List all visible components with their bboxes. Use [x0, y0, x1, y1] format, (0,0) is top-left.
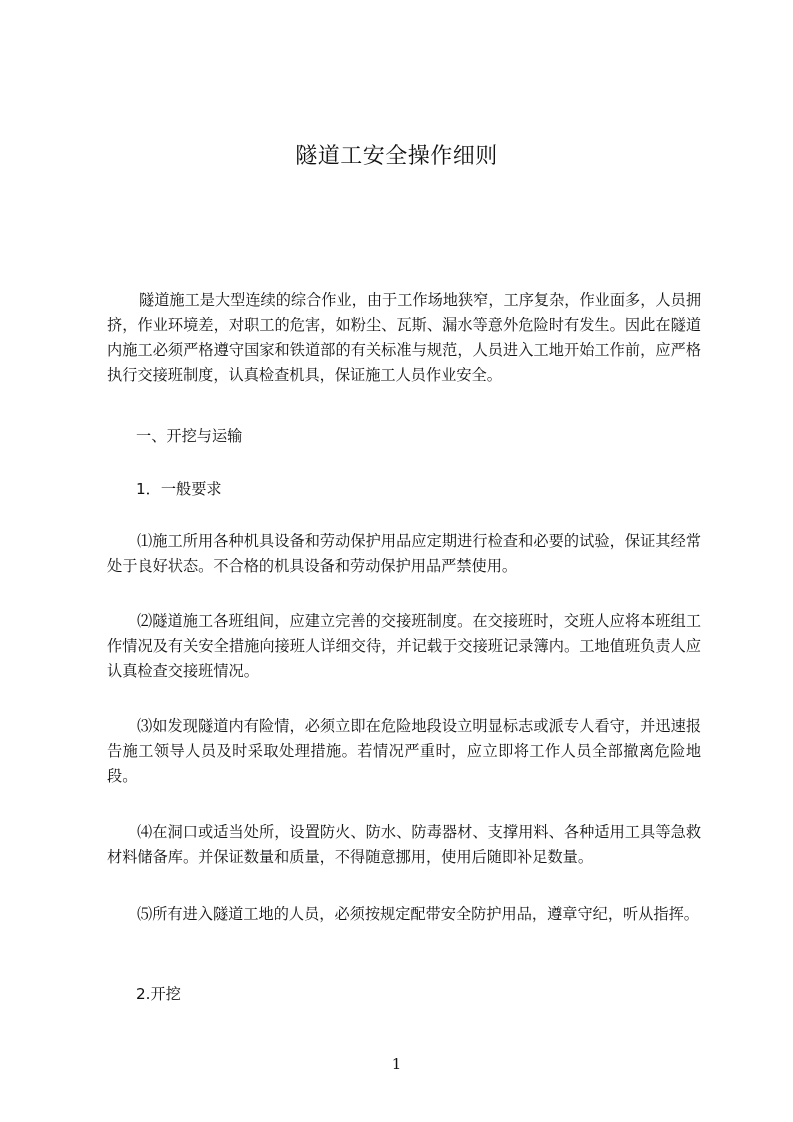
- list-item: ⑶如发现隧道内有险情，必须立即在危险地段设立明显标志或派专人看守，并迅速报告施工领导人员及时采取处理措施。若情况严重时，应立即将工作人员全部撤离危险地段。: [107, 717, 701, 785]
- section-heading: 一、开挖与运输: [136, 427, 243, 445]
- list-item: ⑸所有进入隧道工地的人员，必须按规定配带安全防护用品，遵章守纪，听从指挥。: [137, 905, 699, 923]
- subsection-heading: 2.开挖: [136, 985, 181, 1003]
- subsection-heading: 1．一般要求: [136, 480, 222, 498]
- list-item: ⑵隧道施工各班组间，应建立完善的交接班制度。在交接班时，交班人应将本班组工作情况及有关安全措施向接班人详细交待，并记载于交接班记录簿内。工地值班负责人应认真检查交接班情况。: [107, 612, 701, 680]
- page-number: 1: [391, 1055, 402, 1073]
- list-item: ⑴施工所用各种机具设备和劳动保护用品应定期进行检查和必要的试验，保证其经常处于良好状态。不合格的机具设备和劳动保护用品严禁使用。: [107, 532, 701, 575]
- list-item: ⑷在洞口或适当处所，设置防火、防水、防毒器材、支撑用料、各种适用工具等急救材料储备库。并保证数量和质量，不得随意挪用，使用后随即补足数量。: [107, 823, 701, 866]
- intro-paragraph: 隧道施工是大型连续的综合作业，由于工作场地狭窄，工序复杂，作业面多，人员拥挤，作业环境差，对职工的危害，如粉尘、瓦斯、漏水等意外危险时有发生。因此在隧道内施工必须严格遵守国家和铁道部的有关标准与规范，人员进入工地开始工作前，应严格执行交接班制度，认真检查机具，保证施工人员作业安全。: [107, 291, 701, 384]
- document-title: 隧道工安全操作细则: [295, 144, 498, 169]
